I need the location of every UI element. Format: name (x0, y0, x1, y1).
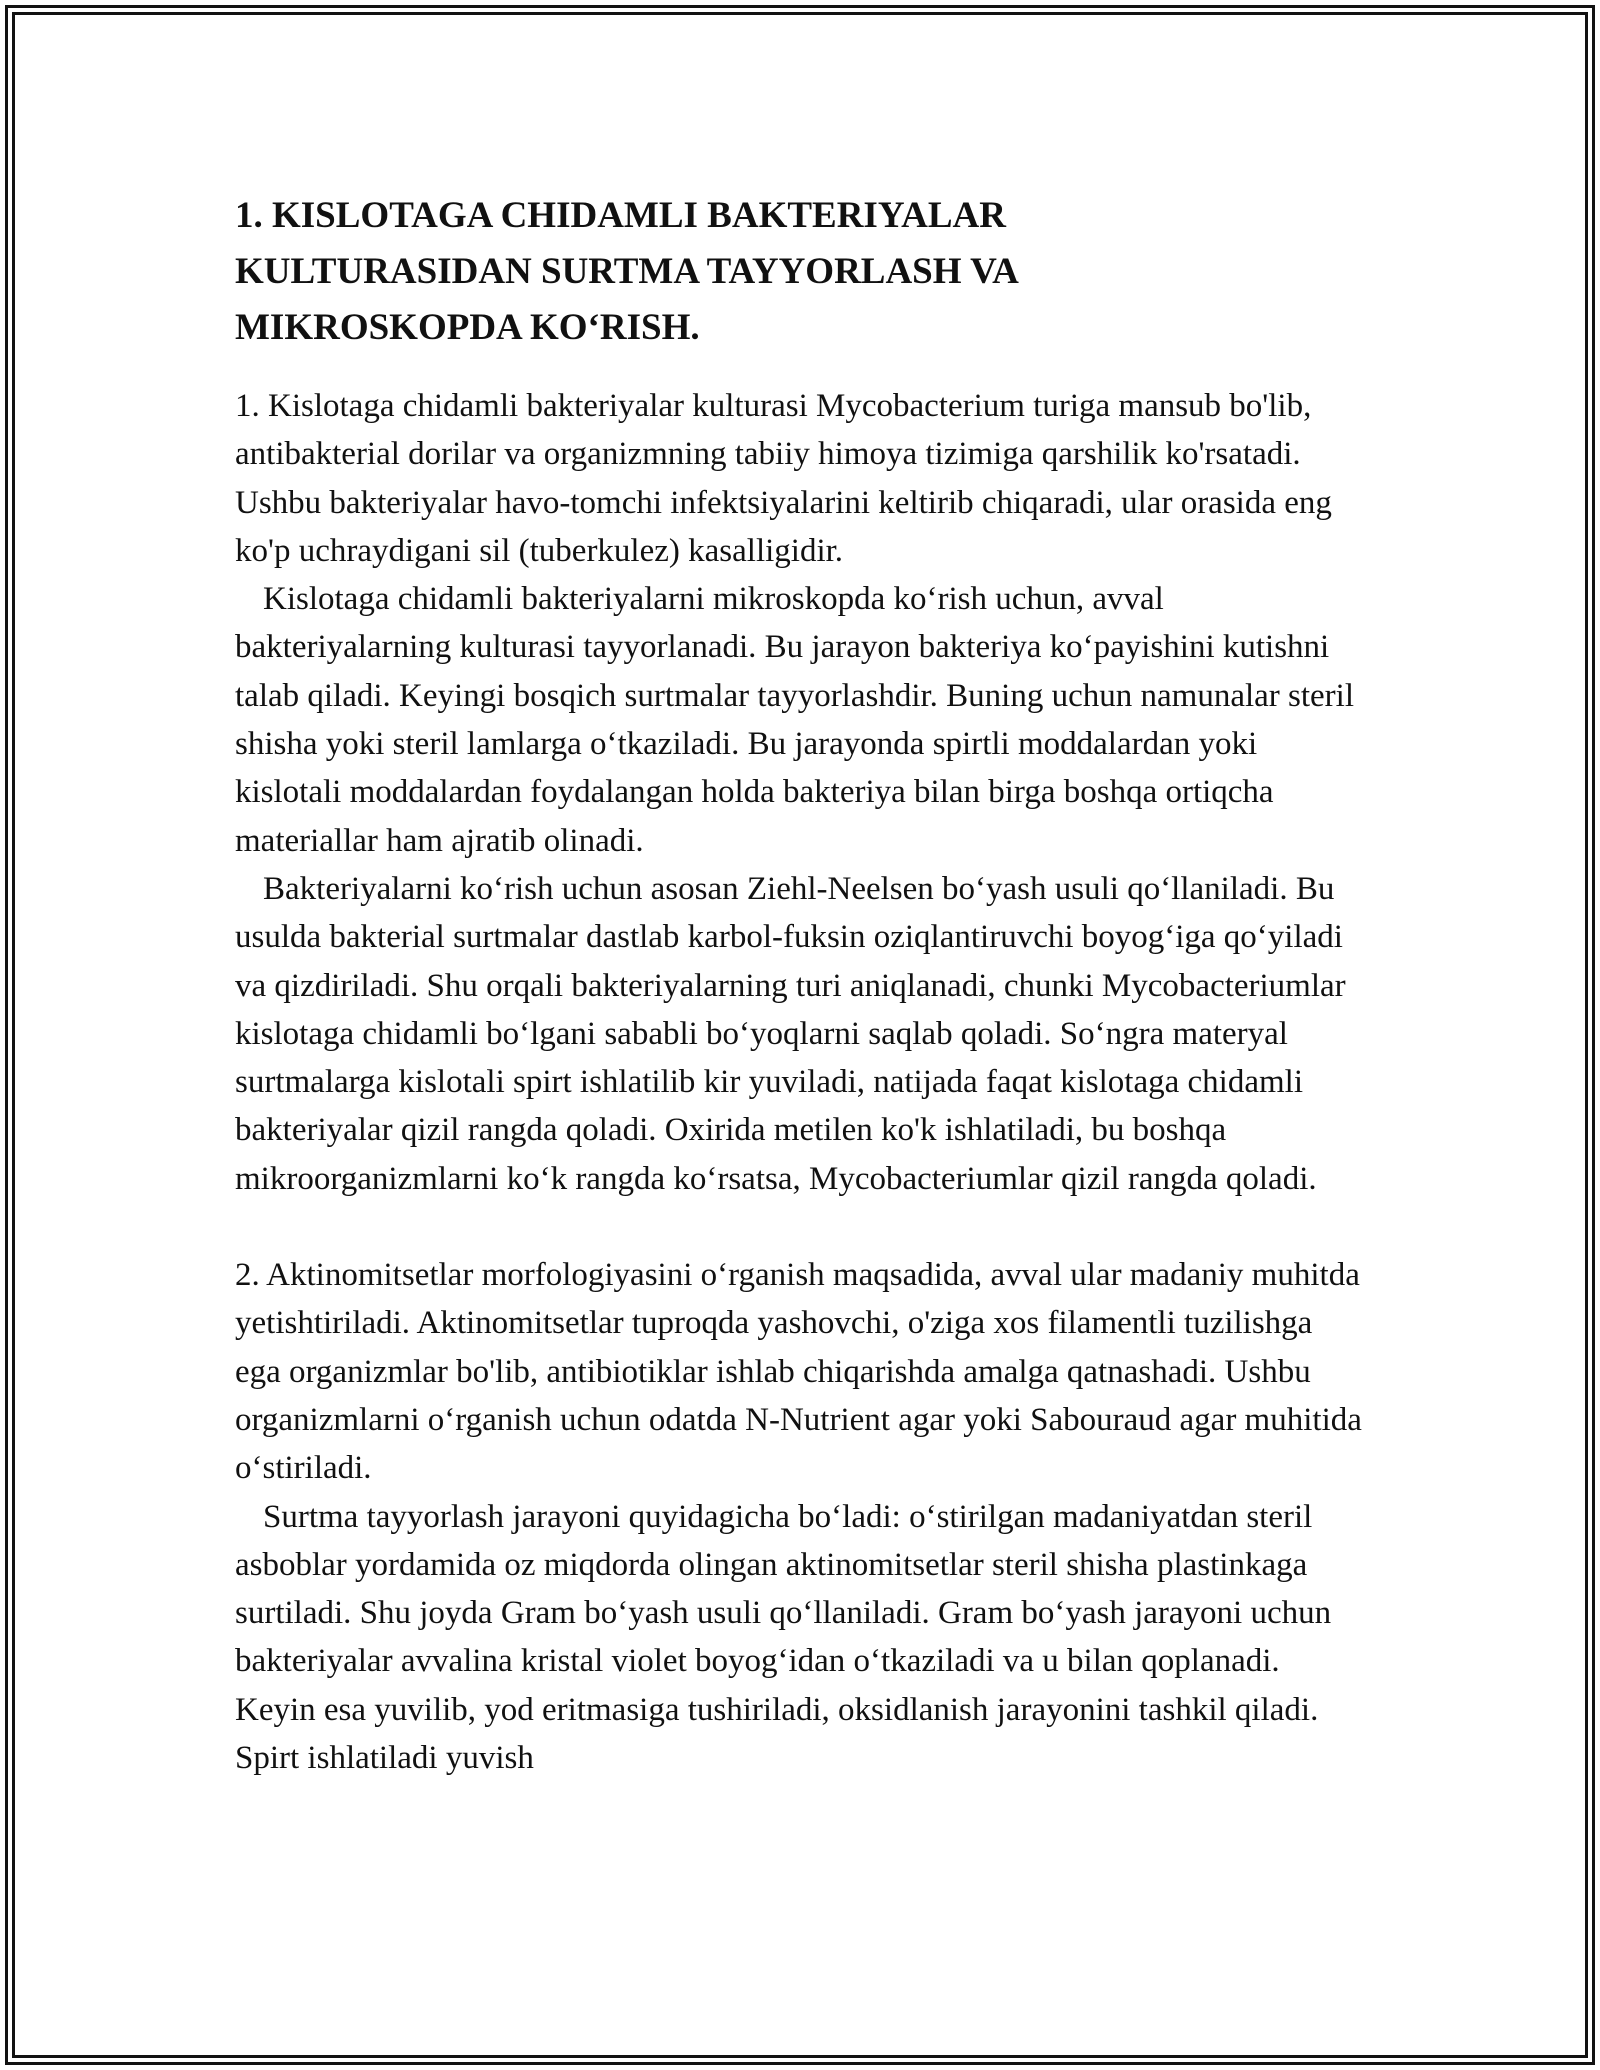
section2-paragraph-2: Surtma tayyorlash jarayoni quyidagicha bo‘ladi: o‘stirilgan madaniyatdan steril asboblar yordamida oz miqdorda olingan aktinomitsetlar steril shisha plastinkaga surtiladi. Shu joyda Gram bo‘yash usuli qo‘llaniladi. Gram bo‘yash jarayoni uchun bakteriyalar avvalina kristal violet boyog‘idan o‘tkaziladi va u bilan qoplanadi. Keyin esa yuvilib, yod eritmasiga tushiriladi, oksidlanish jarayonini tashkil qiladi. Spirt ishlatiladi yuvish (235, 1498, 1332, 1777)
section1-paragraph-1: 1. Kislotaga chidamli bakteriyalar kulturasi Mycobacterium turiga mansub bo'lib, antibakterial dorilar va organizmning tabiiy himoya tizimiga qarshilik ko'rsatadi. Ushbu bakteriyalar havo-tomchi infektsiyalarini keltirib chiqaradi, ular orasida eng ko'p uchraydigani sil (tuberkulez) kasalligidir. (235, 388, 1332, 569)
title-line-3: MIKROSKOPDA KO‘RISH. (235, 307, 700, 348)
document-title (235, 188, 1365, 356)
title-line-1: 1. KISLOTAGA CHIDAMLI BAKTERIYALAR (235, 195, 1006, 236)
section1-paragraph-3: Bakteriyalarni ko‘rish uchun asosan Ziehl-Neelsen bo‘yash usuli qo‘llaniladi. Bu usulda bakterial surtmalar dastlab karbol-fuksin oziqlantiruvchi boyog‘iga qo‘yiladi va qizdiriladi. Shu orqali bakteriyalarning turi aniqlanadi, chunki Mycobacteriumlar kislotaga chidamli bo‘lgani sababli bo‘yoqlarni saqlab qoladi. So‘ngra materyal surtmalarga kislotali spirt ishlatilib kir yuviladi, natijada faqat kislotaga chidamli bakteriyalar qizil rangda qoladi. Oxirida metilen ko'k ishlatiladi, bu boshqa mikroorganizmlarni ko‘k rangda ko‘rsatsa, Mycobacteriumlar qizil rangda qoladi. (235, 870, 1346, 1197)
section2-paragraph-1: 2. Aktinomitsetlar morfologiyasini o‘rganish maqsadida, avval ular madaniy muhitda yetishtiriladi. Aktinomitsetlar tuproqda yashovchi, o'ziga xos filamentli tuzilishga ega organizmlar bo'lib, antibiotiklar ishlab chiqarishda amalga qatnashadi. Ushbu organizmlarni o‘rganish uchun odatda N-Nutrient agar yoki Sabouraud agar muhitida o‘stiriladi. (235, 1257, 1362, 1487)
title-line-2: KULTURASIDAN SURTMA TAYYORLASH VA (235, 251, 1019, 292)
section1-paragraph-2: Kislotaga chidamli bakteriyalarni mikroskopda ko‘rish uchun, avval bakteriyalarning kulturasi tayyorlanadi. Bu jarayon bakteriya ko‘payishini kutishni talab qiladi. Keyingi bosqich surtmalar tayyorlashdir. Buning uchun namunalar steril shisha yoki steril lamlarga o‘tkaziladi. Bu jarayonda spirtli moddalardan yoki kislotali moddalardan foydalangan holda bakteriya bilan birga boshqa ortiqcha materiallar ham ajratib olinadi. (235, 581, 1355, 859)
document-body (235, 188, 1365, 1782)
section-gap (235, 1203, 1365, 1251)
